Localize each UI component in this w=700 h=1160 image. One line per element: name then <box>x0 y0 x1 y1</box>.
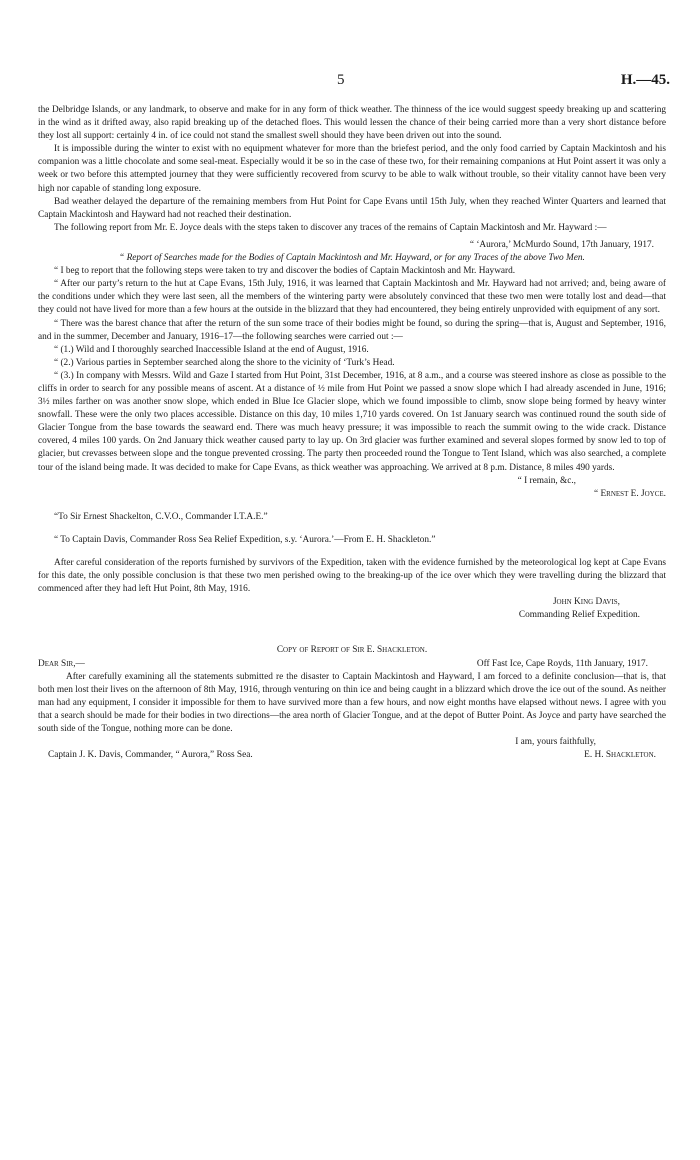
paragraph: Bad weather delayed the departure of the remaining members from Hut Point for Cape Evans until 15th July, when they reached Winter Quarters and learned that Captain Mackintosh and Hayward had not reached their destination. <box>38 196 666 220</box>
paragraph: the Delbridge Islands, or any landmark, to observe and make for in any form of thick weather. The thinness of the ice would suggest speedy breaking up and scattering in the wind as it drifted away, also rapid breaking up of the detached floes. This would lessen the chance of their being carried more than a very short distance before they lost all support: certainly 4 in. of ice could not stand the smallest swell should they have been driven out into the sound. <box>38 105 666 142</box>
addressee-line: “To Sir Ernest Shackelton, C.V.O., Commander I.T.A.E.” <box>54 511 268 522</box>
closing: I am, yours faithfully, <box>515 737 596 748</box>
report-title: “ Report of Searches made for the Bodies of Captain Mackintosh and Mr. Hayward, or for any Traces of the above Two Men. <box>119 253 585 264</box>
salutation: Dear Sir,— <box>38 658 85 669</box>
paragraph: After careful consideration of the reports furnished by survivors of the Expedition, taken with the evidence furnished by the meteorological log kept at Cape Evans for this date, the only possible conclusion is that these two men perished owing to the breaking-up of the ice over which they were travelling during the blizzard that commenced after they had left Hut Point, 8th May, 1916. <box>38 558 666 595</box>
signature: John King Davis, <box>552 597 620 608</box>
section-heading: Copy of Report of Sir E. Shackleton. <box>276 645 428 656</box>
document-reference: H.—45. <box>620 72 670 88</box>
paragraph: It is impossible during the winter to exist with no equipment whatever for more than the briefest period, and the only food carried by Captain Mackintosh and his companion was a little chocolate and some seal-meat. Especially would it be so in the case of these two, for their remaining companions at Hut Point assert it was only a week or two before this attempted journey that they were sufficiently recovered from scurvy to be able to walk without trouble, so their vitality cannot have been very high nor capable of standing long exposure. <box>38 144 666 194</box>
paragraph: After carefully examining all the statements submitted re the disaster to Captain Mackintosh and Hayward, I am forced to a definite conclusion—that is, that both men lost their lives on the afternoon of 8th May, 1916, through venturing on thin ice and being caught in a blizzard which drove the ice out of the sound. As neither man had any equipment, I consider it impossible for them to have survived more than a few hours, and now eight months have elapsed without news. I agree with you that a search should be made for their bodies in two directions—the area north of Glacier Tongue, and at the depot of Butter Point. As Joyce and party have searched the south side of the Tongue, nothing more can be done. <box>38 671 666 735</box>
paragraph: The following report from Mr. E. Joyce deals with the steps taken to discover any traces of the remains of Captain Mackintosh and Mr. Hayward :— <box>54 222 607 233</box>
letter-footer-row <box>38 749 666 762</box>
paragraph: “ After our party’s return to the hut at Cape Evans, 15th July, 1916, it was learned that Captain Mackintosh and Mr. Hayward had not arrived; and, being aware of the conditions under which they were last seen, all the members of the wintering party were absolutely convinced that these two men were totally lost and dead—that they could not have lived for more than a few hours at the outside in the blizzard that they had encountered, they being entirely unprovided with equipment of any sort. <box>38 279 666 316</box>
signature-title: Commanding Relief Expedition. <box>518 610 640 621</box>
paragraph: “ There was the barest chance that after the return of the sun some trace of their bodies might be found, so during the spring—that is, August and September, 1916, and in the summer, December and January, 1916–17—the following searches were carried out :— <box>38 318 666 342</box>
addressee: Captain J. K. Davis, Commander, “ Aurora,” Ross Sea. <box>48 750 253 761</box>
page-number: 5 <box>337 72 345 88</box>
report-dateline: “ ‘Aurora,’ McMurdo Sound, 17th January, 1917. <box>469 239 654 250</box>
letter-place-date: Off Fast Ice, Cape Royds, 11th January, 1917. <box>476 658 648 669</box>
document-body <box>38 104 666 762</box>
paragraph: “ I beg to report that the following steps were taken to try and discover the bodies of Captain Mackintosh and Mr. Hayward. <box>54 266 516 277</box>
letter-header-row <box>38 658 666 671</box>
signature: “ Ernest E. Joyce. <box>594 488 666 499</box>
list-item: “ (2.) Various parties in September searched along the shore to the vicinity of ‘Turk’s Head. <box>54 357 395 368</box>
addressee-line: “ To Captain Davis, Commander Ross Sea Relief Expedition, s.y. ‘Aurora.’—From E. H. Shackleton.” <box>54 534 436 545</box>
signature: E. H. Shackleton. <box>584 750 656 761</box>
list-item: “ (1.) Wild and I thoroughly searched Inaccessible Island at the end of August, 1916. <box>54 344 369 355</box>
list-item: “ (3.) In company with Messrs. Wild and Gaze I started from Hut Point, 31st December, 1916, at 8 a.m., and a course was steered inshore as close as possible to the cliffs in order to search for any possible means of ascent. At a distance of ½ mile from Hut Point we passed a snow slope which I had already ascended in June, 1916; 3½ miles farther on was another snow slope, which ended in Blue Ice Glacier slope, which we found impossible to climb, snow slope being formed by heavy winter snowfall. These were the only two places accessible. Distance on this day, 10 miles 1,710 yards covered. On 1st January search was continued round the south side of Glacier Tongue from the base towards the seaward end. There was much heavy pressure; it was impossible to reach the summit owing to the wide crack. Distance covered, 4 miles 100 yards. On 2nd January thick weather caused party to lay up. On 3rd glacier was further examined and several slopes formed by snow led to top of glacier, but crevasses between slope and the tongue prevented crossing. The party then proceeded round the Tongue to Tent Island, which was also searched, a complete tour of the island being made. It was decided to make for Cape Evans, as thick weather was approaching. We arrived at 8 p.m. Distance, 8 miles 490 yards. <box>38 370 666 473</box>
closing: “ I remain, &c., <box>517 475 576 486</box>
